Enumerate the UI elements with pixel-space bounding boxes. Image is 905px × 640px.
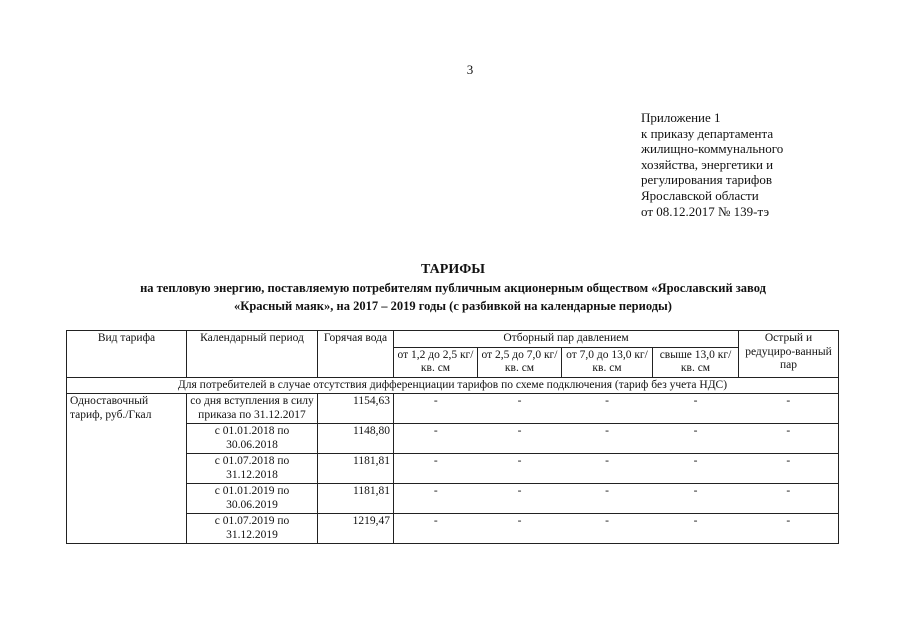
steam-2-cell: - [478, 394, 562, 424]
header-steam-group: Отборный пар давлением [394, 331, 739, 348]
steam-2-cell: - [478, 424, 562, 454]
steam-3-cell: - [562, 424, 653, 454]
steam-1-cell: - [394, 394, 478, 424]
steam-3-cell: - [562, 454, 653, 484]
period-cell: с 01.07.2019 по 31.12.2019 [187, 514, 318, 544]
appendix-block [641, 110, 783, 219]
header-sharp-steam: Острый и редуциро-ванный пар [739, 331, 839, 378]
header-steam-3: от 7,0 до 13,0 кг/кв. см [562, 347, 653, 377]
title-main: ТАРИФЫ [421, 262, 485, 277]
sharp-steam-cell: - [739, 454, 839, 484]
steam-2-cell: - [478, 484, 562, 514]
appendix-line: Приложение 1 [641, 110, 721, 125]
tariff-name-cell: Одноставочный тариф, руб./Гкал [67, 394, 187, 544]
steam-3-cell: - [562, 484, 653, 514]
section-row [67, 377, 839, 394]
steam-1-cell: - [394, 454, 478, 484]
sharp-steam-cell: - [739, 514, 839, 544]
table-header-row [67, 331, 839, 348]
steam-2-cell: - [478, 454, 562, 484]
appendix-line: к приказу департамента [641, 125, 774, 141]
sharp-steam-cell: - [739, 484, 839, 514]
appendix-line: жилищно-коммунального [641, 141, 784, 157]
steam-4-cell: - [653, 484, 739, 514]
steam-4-cell: - [653, 394, 739, 424]
sharp-steam-cell: - [739, 394, 839, 424]
appendix-line: от 08.12.2017 № 139-тэ [641, 203, 770, 219]
steam-3-cell: - [562, 514, 653, 544]
period-cell: со дня вступления в силу приказа по 31.12.2017 [187, 394, 318, 424]
period-cell: с 01.01.2019 по 30.06.2019 [187, 484, 318, 514]
appendix-line: Ярославской области [641, 187, 759, 203]
steam-3-cell: - [562, 394, 653, 424]
header-steam-1: от 1,2 до 2,5 кг/кв. см [394, 347, 478, 377]
hot-water-cell: 1154,63 [318, 394, 394, 424]
appendix-line: регулирования тарифов [641, 172, 772, 188]
header-hot-water: Горячая вода [318, 331, 394, 378]
section-label: Для потребителей в случае отсутствия дифференциации тарифов по схеме подключения (тариф без учета НДС) [67, 377, 839, 394]
period-cell: с 01.01.2018 по 30.06.2018 [187, 424, 318, 454]
steam-1-cell: - [394, 484, 478, 514]
header-steam-2: от 2,5 до 7,0 кг/кв. см [478, 347, 562, 377]
steam-4-cell: - [653, 514, 739, 544]
table-row [67, 394, 839, 424]
steam-4-cell: - [653, 454, 739, 484]
document-title [60, 262, 846, 314]
title-subtitle-line-1: на тепловую энергию, поставляемую потребителям публичным акционерным обществом «Ярославский завод [140, 281, 766, 295]
steam-1-cell: - [394, 424, 478, 454]
header-steam-4: свыше 13,0 кг/кв. см [653, 347, 739, 377]
hot-water-cell: 1148,80 [318, 424, 394, 454]
header-period: Календарный период [187, 331, 318, 378]
hot-water-cell: 1181,81 [318, 484, 394, 514]
period-cell: с 01.07.2018 по 31.12.2018 [187, 454, 318, 484]
hot-water-cell: 1219,47 [318, 514, 394, 544]
sharp-steam-cell: - [739, 424, 839, 454]
hot-water-cell: 1181,81 [318, 454, 394, 484]
page-number: 3 [466, 62, 474, 77]
tariff-table [66, 330, 839, 544]
steam-1-cell: - [394, 514, 478, 544]
steam-2-cell: - [478, 514, 562, 544]
appendix-line: хозяйства, энергетики и [641, 156, 774, 172]
steam-4-cell: - [653, 424, 739, 454]
title-subtitle-line-2: «Красный маяк», на 2017 – 2019 годы (с разбивкой на календарные периоды) [234, 299, 672, 313]
header-tariff-type: Вид тарифа [67, 331, 187, 378]
